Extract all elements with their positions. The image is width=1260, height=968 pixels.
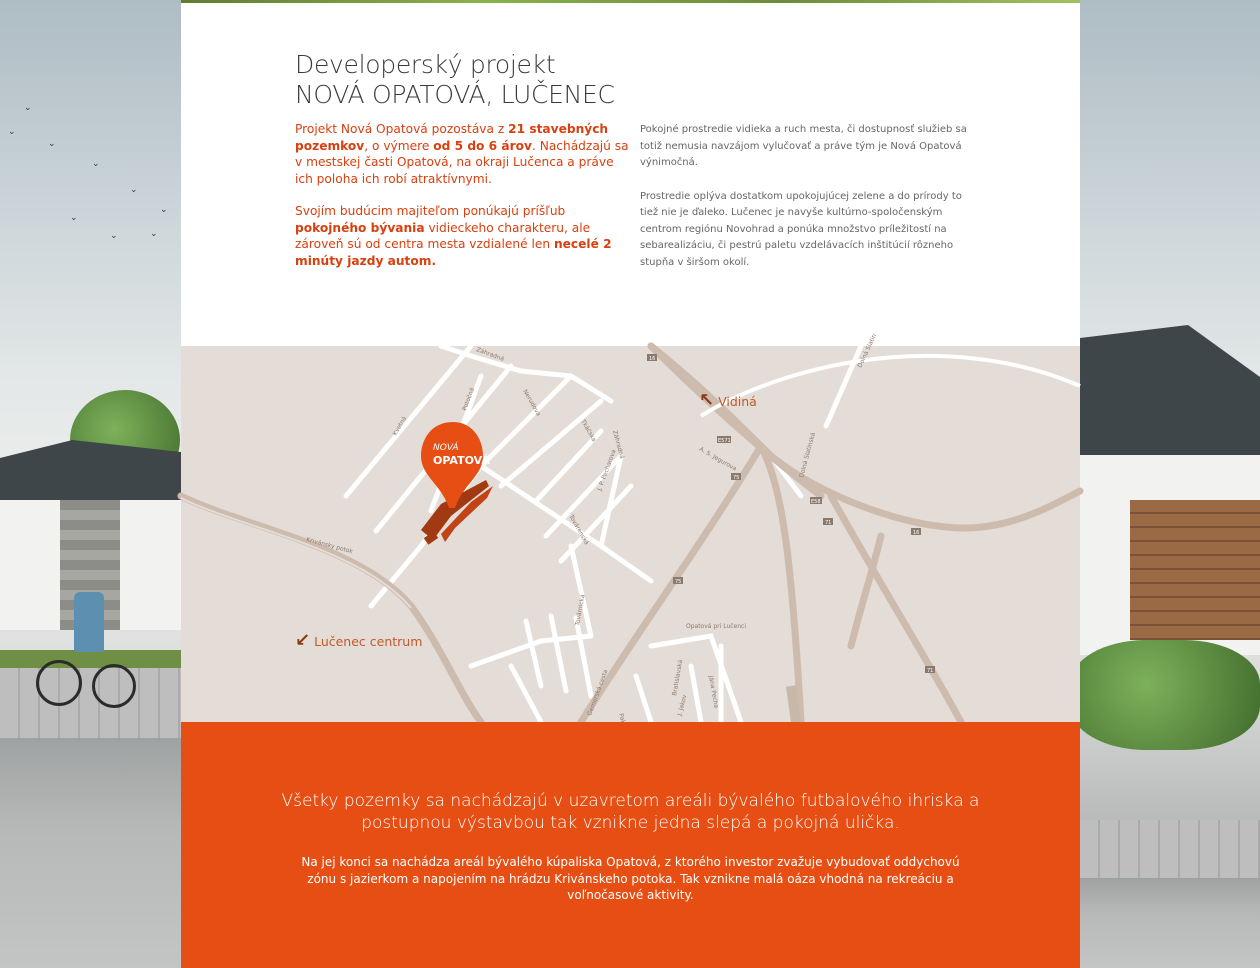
bird-icon: ⌄	[150, 229, 158, 239]
info-banner	[181, 722, 1080, 968]
road-badge-71b: 71	[927, 668, 934, 674]
intro-paragraph-1	[295, 121, 630, 187]
street-label-nerudova: Nerudova	[521, 388, 542, 418]
street-label-j-jakov: J. Jakov	[676, 693, 689, 717]
bird-icon: ⌄	[24, 103, 32, 113]
top-grass-strip	[181, 0, 1080, 3]
label-lucenec-centrum: Lučenec centrum	[314, 634, 423, 649]
hedge	[1070, 640, 1260, 750]
street-label-gemerska: Gemerská cesta	[586, 668, 610, 717]
bird-icon: ⌄	[92, 159, 100, 169]
pin-label-nova: NOVÁ	[433, 443, 459, 453]
road-badge-75b: 75	[675, 579, 682, 585]
road	[0, 738, 181, 968]
direction-lucenec-centrum[interactable]	[295, 630, 422, 651]
background-scene-left	[0, 0, 181, 968]
title-line-2: NOVÁ OPATOVÁ, LUČENEC	[295, 80, 615, 109]
description-paragraph-1: Pokojné prostredie vidieka a ruch mesta, či dostupnosť služieb sa totiž nemusia navzájom vylučovať a práve tým je Nová Opatová výnimočná.	[640, 124, 967, 168]
direction-vidina[interactable]	[699, 390, 757, 411]
bird-icon: ⌄	[160, 205, 168, 215]
street-label-kvetna: Kvetná	[391, 415, 409, 437]
location-map[interactable]	[181, 332, 1080, 722]
intro-description-text	[640, 122, 970, 288]
bike-wheel	[92, 664, 136, 708]
street-label-pecharova: J. P. Pecharova	[596, 448, 618, 492]
page-title	[295, 50, 615, 110]
bird-icon: ⌄	[130, 185, 138, 195]
arrow-sw-icon: ↙	[295, 630, 311, 651]
main-content	[181, 0, 1080, 968]
text-span: . Nachádzajú sa v mestskej časti Opatová, na okraji Lučenca a práve ich poloha ich robí atraktívnymi.	[295, 138, 629, 186]
street-label-opatova-stop: Opatová pri Lučenci	[686, 623, 747, 630]
banner-lead-text: Všetky pozemky sa nachádzajú v uzavretom areáli bývalého futbalového ihriska a postupnou výstavbou tak vznikne jedna slepá a pokojná ulička.	[281, 791, 980, 833]
street-label-dolna-slatin: Dolná Slatin	[856, 332, 879, 369]
text-span: vidieckeho charakteru, ale zároveň sú od centra mesta vzdialené len	[295, 220, 591, 251]
bird-icon: ⌄	[70, 213, 78, 223]
road-badge-e58: E58	[811, 499, 821, 505]
sidewalk	[1080, 820, 1260, 880]
street-label-zahradna-2: Záhradná	[611, 429, 626, 460]
text-span: Svojím budúcim majiteľom ponúkajú príšľub	[295, 204, 566, 218]
street-label-krivansky: Krivánsky potok	[305, 536, 354, 556]
cyclist-figure	[74, 592, 104, 652]
text-span: Projekt Nová Opatová pozostáva z	[295, 122, 509, 136]
text-bold: 21 stavebných pozemkov	[295, 122, 609, 153]
bird-icon: ⌄	[110, 231, 118, 241]
street-label-dolna-slatinska: Dolná Slatinská	[798, 431, 817, 479]
intro-paragraph-2	[295, 203, 630, 269]
street-label-jana-pecha: Jána Pecha	[707, 675, 720, 709]
grass-strip	[0, 650, 181, 668]
street-label-bratislavska: Bratislavská	[671, 659, 685, 697]
street-label-tkacska: Tkáčska	[579, 418, 598, 443]
street-label-tovarnicka: Továrnická	[574, 593, 587, 627]
bike-wheel	[36, 660, 82, 706]
title-line-1: Developerský projekt	[295, 50, 556, 79]
description-paragraph-2: Prostredie oplýva dostatkom upokojujúcej zelene a do prírody to tiež nie je ďaleko. Lučenec je navyše kultúrno-spoločenským centrom regiónu Novohrad a ponúka množstvo príležitostí na sebarealizáciu, či pestrú paletu vzdelávacích inštitúcií rôzneho stupňa v širšom okolí.	[640, 190, 962, 268]
pin-label-opatova: OPATOVÁ	[433, 454, 490, 467]
bird-icon: ⌄	[8, 127, 16, 137]
text-bold: pokojného bývania	[295, 220, 425, 235]
street-label-tovarenska: Továrenská	[567, 513, 591, 547]
road-badge-71: 71	[825, 520, 832, 526]
arrow-nw-icon: ↖	[699, 390, 715, 411]
sidewalk	[0, 668, 181, 738]
street-label-potocna: Potočná	[461, 386, 477, 412]
bird-icon: ⌄	[48, 139, 56, 149]
intro-highlight-text	[295, 121, 630, 285]
garage-door	[1130, 500, 1260, 640]
road-badge-16: 16	[649, 356, 656, 362]
text-span: , o výmere	[364, 138, 434, 153]
road-badge-16b: 16	[913, 530, 920, 536]
street-label-zahradna: Záhradná	[475, 346, 505, 363]
banner-body-text: Na jej konci sa nachádza areál bývalého kúpaliska Opatová, z ktorého investor zvažuje vybudovať oddychovú zónu s jazierkom a napojením na hrádzu Krivánskeho potoka. Tak vznikne malá oáza vhodná na rekreáciu a voľnočasové aktivity.	[301, 855, 960, 902]
label-vidina: Vidiná	[718, 394, 757, 409]
text-bold: od 5 do 6 árov	[433, 138, 532, 153]
street-label-jegurova: A. S. Jegurova	[698, 445, 738, 473]
road	[1080, 878, 1260, 968]
text-bold: necelé 2 minúty jazdy autom.	[295, 237, 612, 268]
street-labels	[181, 332, 1080, 722]
road-badge-e571: E571	[718, 438, 731, 444]
background-scene-right	[1080, 0, 1260, 968]
road-badge-75: 75	[733, 475, 740, 481]
